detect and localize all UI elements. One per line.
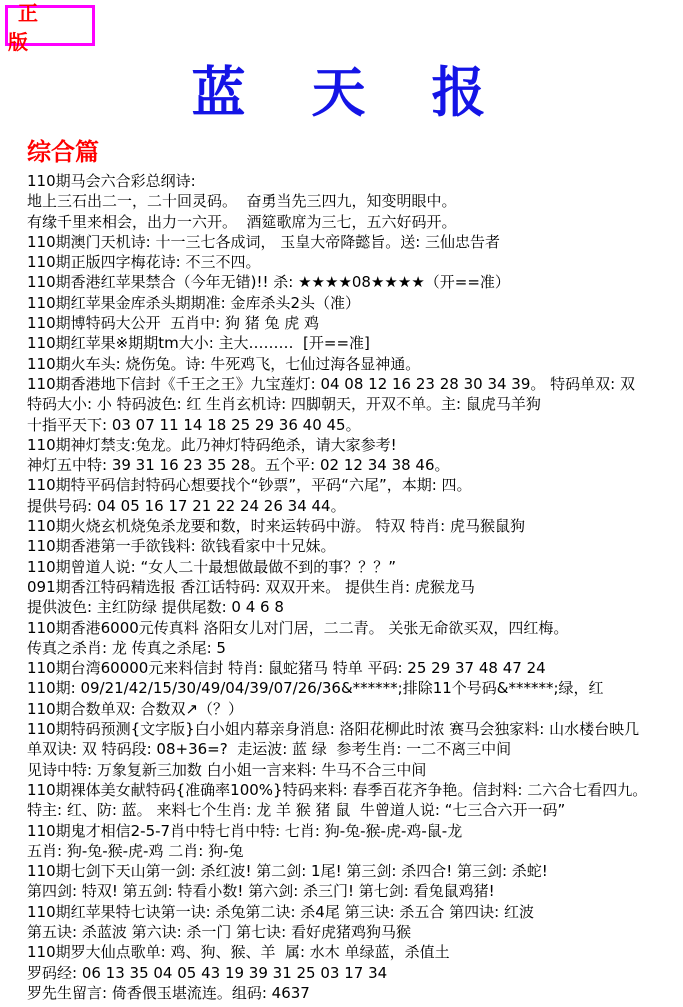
text-line: 110期火烧玄机烧兔杀龙要和数，时来运转码中游。 特双 特肖: 虎马猴鼠狗 bbox=[27, 517, 525, 536]
text-line: 110期神灯禁支:兔龙。此乃神灯特码绝杀，请大家参考! bbox=[27, 435, 397, 454]
content-lines bbox=[27, 171, 679, 1003]
text-line: 地上三石出二一，二十回灵码。 奋勇当先三四九，知变明眼中。 bbox=[27, 192, 457, 211]
text-line: 有缘千里来相会，出力一六开。 酒筵歌席为三七，五六好码开。 bbox=[27, 212, 457, 231]
text-line: 五肖: 狗-兔-猴-虎-鸡 二肖: 狗-兔 bbox=[27, 841, 244, 860]
text-line: 传真之杀肖: 龙 传真之杀尾: 5 bbox=[27, 638, 226, 657]
text-line: 十指平天下: 03 07 11 14 18 25 29 36 40 45。 bbox=[27, 415, 361, 434]
text-line: 110期马会六合彩总纲诗: bbox=[27, 172, 196, 190]
text-line: 110期曾道人说: “女人二十最想做最做不到的事？？？” bbox=[27, 557, 396, 576]
text-line: 110期香港6000元传真料 洛阳女儿对门居，二二青。 关张无命欲买双，四红梅。 bbox=[27, 618, 569, 637]
text-line: 110期香港红苹果禁合（今年无错)!! 杀: ★★★★08★★★★（开==准） bbox=[27, 273, 510, 292]
text-line: 罗码经: 06 13 35 04 05 43 19 39 31 25 03 17 34 bbox=[27, 963, 388, 982]
text-line: 110期红苹果※期期tm大小: 主大……… [开==准] bbox=[27, 334, 370, 353]
text-line: 110期: 09/21/42/15/30/49/04/39/07/26/36&******;排除11个号码&******;绿，红 bbox=[27, 679, 604, 698]
authentic-badge bbox=[5, 0, 95, 54]
text-line: 110期红苹果金库杀头期期准: 金库杀头2头（准） bbox=[27, 293, 360, 312]
text-line: 110期特码预测{文字版}白小姐内幕亲身消息: 洛阳花柳此时浓 赛马会独家料: 山水楼台映几 bbox=[27, 720, 640, 739]
text-line: 091期香江特码精选报 香江话特码: 双双开来。 提供生肖: 虎猴龙马 bbox=[27, 577, 475, 596]
text-line: 第五诀: 杀蓝波 第六诀: 杀一门 第七诀: 看好虎猪鸡狗马猴 bbox=[27, 922, 412, 941]
text-line: 110期七剑下天山第一剑: 杀红波! 第二剑: 1尾! 第三剑: 杀四合! 第三剑: 杀蛇! bbox=[27, 862, 548, 881]
text-line: 特主: 红、防: 蓝。 来料七个生肖: 龙 羊 猴 猪 鼠 牛曾道人说: “七三合六开一码” bbox=[27, 801, 566, 820]
text-line: 110期香港第一手欲钱料: 欲钱看家中十兄妹。 bbox=[27, 537, 336, 556]
text-line: 110期合数单双: 合数双↗（？） bbox=[27, 699, 244, 718]
text-line: 110期特平码信封特码心想要找个“钞票”，平码“六尾”，本期: 四。 bbox=[27, 476, 472, 495]
text-line: 单双诀: 双 特码段: 08+36=? 走运波: 蓝 绿 参考生肖: 一二不离三中间 bbox=[27, 740, 512, 759]
text-line: 提供波色: 主红防绿 提供尾数: 0 4 6 8 bbox=[27, 598, 284, 617]
text-line: 110期香港地下信封《千王之王》九宝莲灯: 04 08 12 16 23 28 30 34 39。 特码单双: 双 bbox=[27, 374, 635, 393]
section-heading: 综合篇 bbox=[27, 138, 99, 166]
text-line: 110期红苹果特七诀第一诀: 杀兔第二诀: 杀4尾 第三诀: 杀五合 第四诀: 红波 bbox=[27, 902, 535, 921]
authentic-badge-label: 正 版 bbox=[8, 0, 48, 54]
text-line: 110期正版四字梅花诗: 不三不四。 bbox=[27, 253, 261, 272]
text-line: 神灯五中特: 39 31 16 23 35 28。五个平: 02 12 34 38 46。 bbox=[27, 456, 450, 475]
text-line: 110期澳门天机诗: 十一三七各成词， 玉皇大帝降懿旨。送: 三仙忠告者 bbox=[27, 232, 501, 251]
text-line: 110期火车头: 烧伤兔。诗: 牛死鸡飞，七仙过海各显神通。 bbox=[27, 354, 421, 373]
text-line: 特码大小: 小 特码波色: 红 生肖玄机诗: 四脚朝天，开双不单。主: 鼠虎马羊狗 bbox=[27, 395, 541, 414]
text-line: 罗先生留言: 倚香偎玉堪流连。组码: 4637 bbox=[27, 983, 310, 1002]
text-line: 见诗中特: 万象复新三加数 白小姐一言来料: 牛马不合三中间 bbox=[27, 760, 427, 779]
text-line: 110期台湾60000元来料信封 特肖: 鼠蛇猪马 特单 平码: 25 29 37 48 47 24 bbox=[27, 659, 546, 678]
text-line: 110期鬼才相信2-5-7肖中特七肖中特: 七肖: 狗-兔-猴-虎-鸡-鼠-龙 bbox=[27, 821, 463, 840]
text-line: 第四剑: 特双! 第五剑: 特看小数! 第六剑: 杀三门! 第七剑: 看兔鼠鸡猪! bbox=[27, 882, 495, 901]
text-line: 110期裸体美女献特码{准确率100%}特码来料: 春季百花齐争艳。信封料: 二六合七看四九。 bbox=[27, 780, 648, 799]
page-title: 蓝 天 报 bbox=[191, 60, 492, 124]
text-line: 110期博特码大公开 五肖中: 狗 猪 兔 虎 鸡 bbox=[27, 314, 320, 333]
text-line: 110期罗大仙点歌单: 鸡、狗、猴、羊 属: 水木 单绿蓝，杀值土 bbox=[27, 943, 450, 962]
text-line: 提供号码: 04 05 16 17 21 22 24 26 34 44。 bbox=[27, 496, 346, 515]
